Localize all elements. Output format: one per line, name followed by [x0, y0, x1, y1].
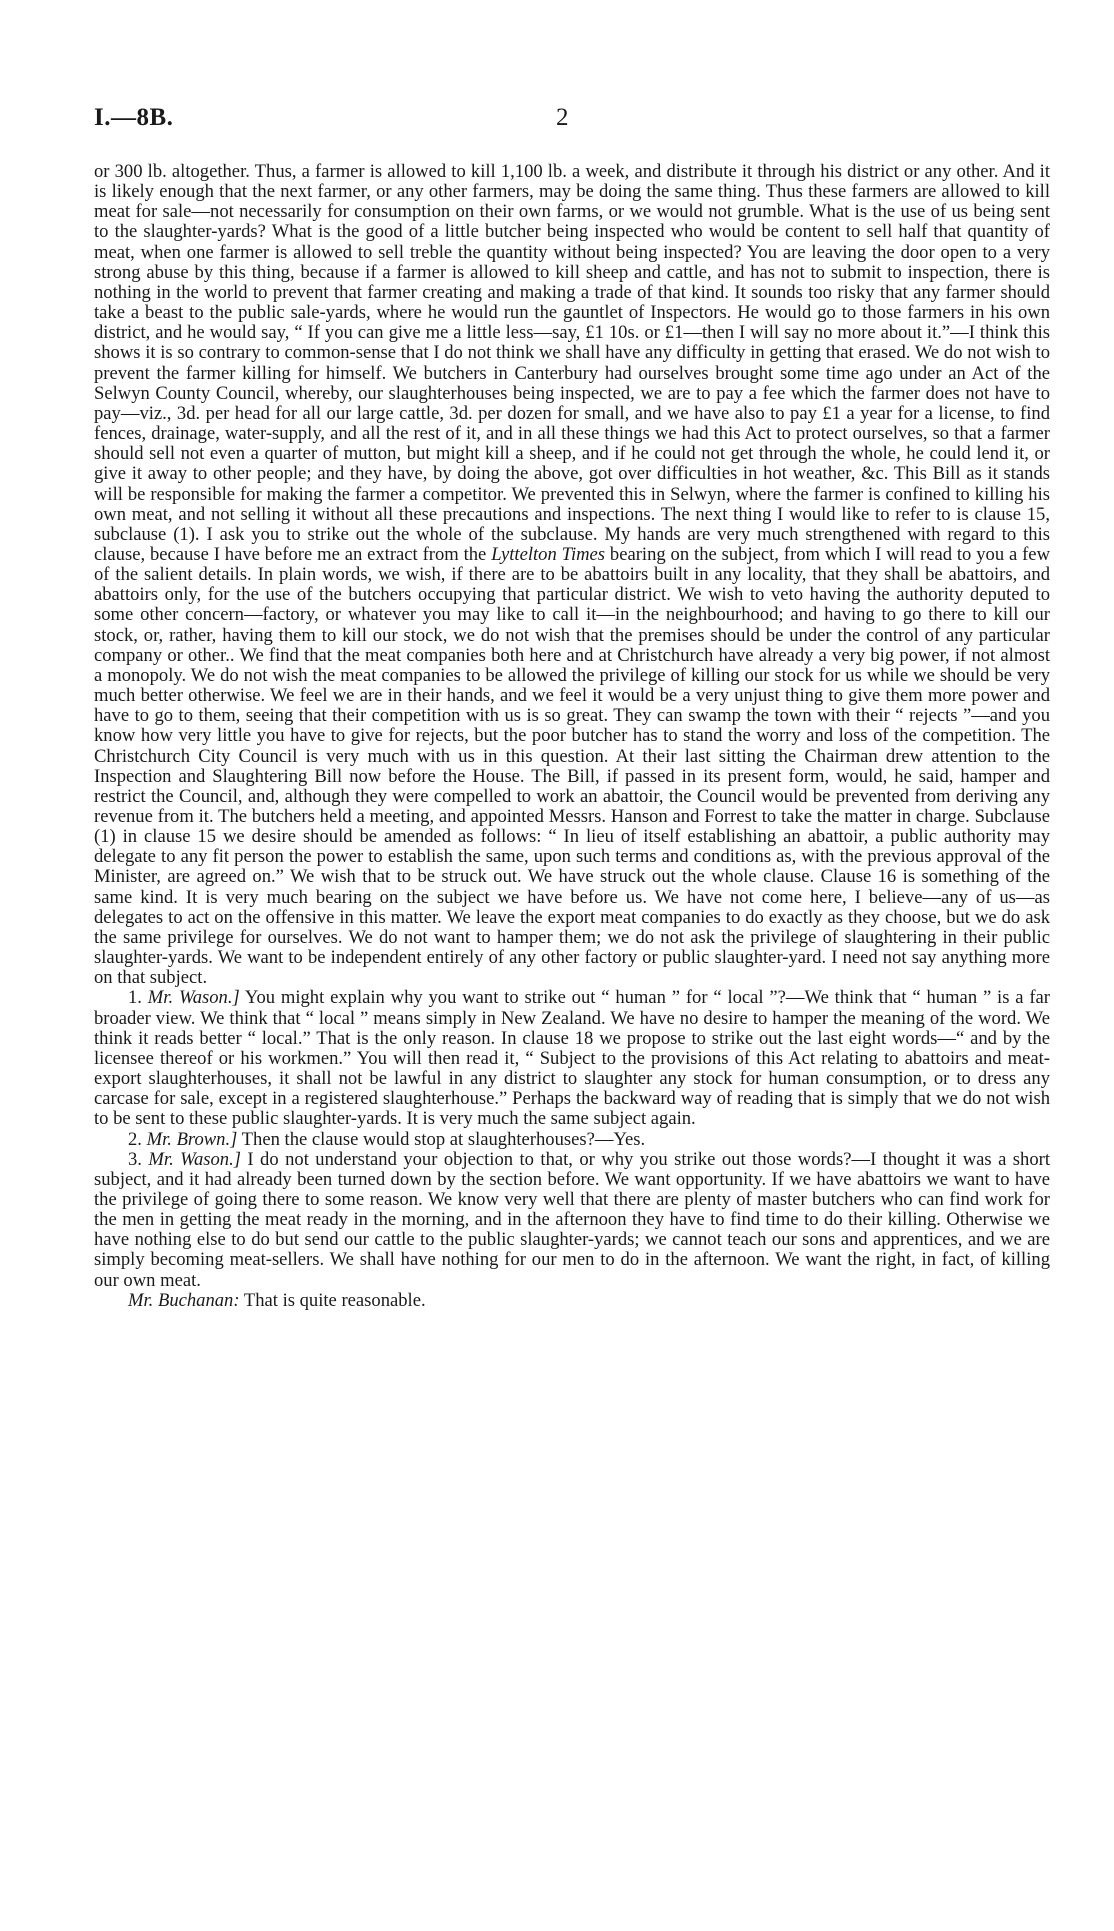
newspaper-name: Lyttelton Times	[491, 543, 606, 565]
speaker-name: Mr. Brown.]	[146, 1128, 238, 1150]
question-number: 1.	[128, 987, 142, 1009]
speaker-name: Mr. Wason.]	[148, 1148, 241, 1170]
body-text	[94, 162, 1050, 1311]
speaker-name: Mr. Buchanan:	[128, 1289, 240, 1311]
opening-paragraph	[94, 162, 1050, 988]
page-header	[94, 104, 1050, 136]
paragraph-text: or 300 lb. altogether. Thus, a farmer is allowed to kill 1,100 lb. a week, and distribute it through his district or any other. And it is likely enough that the next farmer, or any other farmers, may be doing the same thing. Thus these farmers are allowed to kill meat for sale—not necessarily for consumption on their own farms, or we would not grumble. What is the use of us being sent to the slaughter-yards? What is the good of a little butcher being inspected who would be content to sell half that quantity of meat, when one farmer is allowed to sell treble the quantity without being inspected? You are leaving the door open to a very strong abuse by this thing, because if a farmer is allowed to kill sheep and cattle, and has not to submit to inspection, there is nothing in the world to prevent that farmer creating and making a trade of that kind. It sounds too risky that any farmer should take a beast to the public sale-yards, where he would run the gauntlet of Inspectors. He would go to those farmers in his own district, and he would say, “ If you can give me a little less—say, £1 10s. or £1—then I will say no more about it.”—I think this shows it is so contrary to common-sense that I do not think we shall have any difficulty in getting that erased. We do not wish to prevent the farmer killing for himself. We butchers in Canterbury had ourselves brought some time ago under an Act of the Selwyn County Council, whereby, our slaughterhouses being inspected, we are to pay a fee which the farmer does not have to pay—viz., 3d. per head for all our large cattle, 3d. per dozen for small, and we have also to pay £1 a year for a license, to find fences, drainage, water-supply, and all the rest of it, and in all these things we had this Act to protect ourselves, so that a farmer should sell not even a quarter of mutton, but might kill a sheep, and if he could not get through the whole, he could lend it, or give it away to other people; and they have, by doing the above, got over difficulties in hot weather, &c. This Bill as it stands will be responsible for making the farmer a competitor. We prevented this in Selwyn, where the farmer is confined to killing his own meat, and not selling it without all these precautions and inspections. The next thing I would like to refer to is clause 15, subclause (1). I ask you to strike out the whole of the subclause. My hands are very much strengthened with regard to this clause, because I have before me an extract from the	[94, 161, 1050, 565]
question-number: 3.	[128, 1148, 142, 1170]
question-number: 2.	[128, 1128, 142, 1150]
question-text: You might explain why you want to strike out “ human ” for “ local ”?—We think that “ human ” is a far broader view. We think that “ local ” means simply in New Zealand. We have no desire to hamper the meaning of the word. We think it reads better “ local.” That is the only reason. In clause 18 we propose to strike out the last eight words—“ and by the licensee thereof or his workmen.” You will then read it, “ Subject to the provisions of this Act relating to abattoirs and meat-export slaughterhouses, it shall not be lawful in any district to slaughter any stock for human consumption, or to dress any carcase for sale, except in a registered slaughterhouse.” Perhaps the backward way of reading that is simply that we do not wish to be sent to these public slaughter-yards. It is very much the same subject again.	[94, 987, 1050, 1130]
question-answer-1	[94, 988, 1050, 1129]
closing-remark	[94, 1291, 1050, 1311]
speaker-name: Mr. Wason.]	[147, 987, 240, 1009]
question-text: I do not understand your objection to that, or why you strike out those words?—I thought it was a short subject, and it had already been turned down by the section before. We want opportunity. If we have abattoirs we want to have the privilege of going there to some reason. We know very well that there are plenty of master butchers who can find work for the men in getting the meat ready in the morning, and in the afternoon they have to find time to do their killing. Otherwise we have nothing else to do but send our cattle to the public slaughter-yards; we cannot teach our sons and apprentices, and we are simply becoming meat-sellers. We shall have nothing for our men to do in the afternoon. We want the right, in fact, of killing our own meat.	[94, 1148, 1050, 1291]
remark-text: That is quite reasonable.	[243, 1289, 426, 1311]
question-answer-2	[94, 1130, 1050, 1150]
question-text: Then the clause would stop at slaughterhouses?—Yes.	[241, 1128, 646, 1150]
paragraph-text-continued: bearing on the subject, from which I will read to you a few of the salient details. In plain words, we wish, if there are to be abattoirs built in any locality, that they shall be abattoirs, and abattoirs only, for the use of the butchers occupying that particular district. We wish to veto having the authority deputed to some other concern—factory, or whatever you may like to call it—in the neighbourhood; and having to go there to kill our stock, or, rather, having them to kill our stock, we do not wish that the premises should be under the control of any particular company or other.. We find that the meat companies both here and at Christchurch have already a very big power, if not almost a monopoly. We do not wish the meat companies to be allowed the privilege of killing our stock for us while we should be very much better otherwise. We feel we are in their hands, and we feel it would be a very unjust thing to give them more power and have to go to them, seeing that their competition with us is so great. They can swamp the town with their “ rejects ”—and you know how very little you have to give for rejects, but the poor butcher has to stand the worry and loss of the competition. The Christchurch City Council is very much with us in this question. At their last sitting the Chairman drew attention to the Inspection and Slaughtering Bill now before the House. The Bill, if passed in its present form, would, he said, hamper and restrict the Council, and, although they were compelled to work an abattoir, the Council would be prevented from deriving any revenue from it. The butchers held a meeting, and appointed Messrs. Hanson and Forrest to take the matter in charge. Subclause (1) in clause 15 we desire should be amended as follows: “ In lieu of itself establishing an abattoir, a public authority may delegate to any fit person the power to establish the same, upon such terms and conditions as, with the previous approval of the Minister, are agreed on.” We wish that to be struck out. We have struck out the whole clause. Clause 16 is something of the same kind. It is very much bearing on the subject we have before us. We have not come here, I believe—any of us—as delegates to act on the offensive in this matter. We leave the export meat companies to do exactly as they choose, but we do ask the same privilege for ourselves. We do not want to hamper them; we do not ask the privilege of slaughtering in their public slaughter-yards. We want to be independent entirely of any other factory or public slaughter-yard. I need not say anything more on that subject.	[94, 543, 1050, 989]
page-number: 2	[556, 104, 569, 131]
document-reference: I.—8B.	[94, 104, 174, 131]
question-answer-3	[94, 1150, 1050, 1291]
